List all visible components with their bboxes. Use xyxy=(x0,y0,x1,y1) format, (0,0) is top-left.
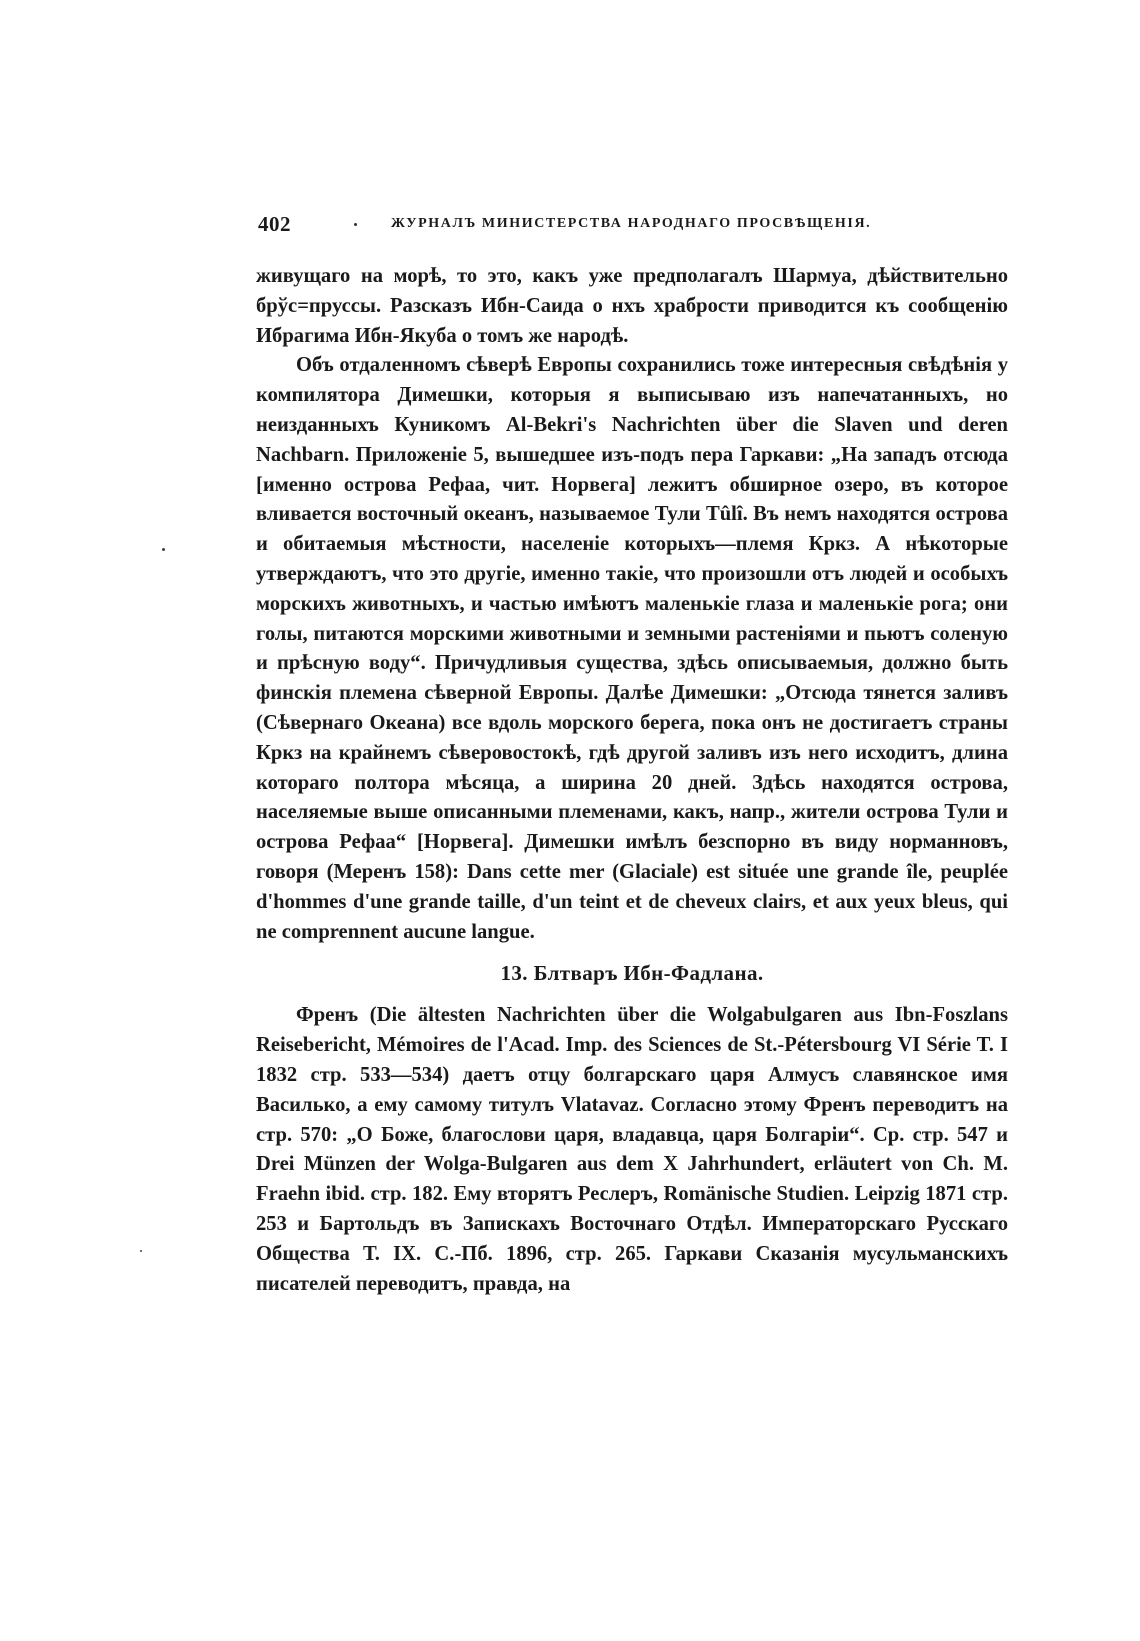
header-separator-dot xyxy=(354,223,357,226)
section-title: 13. Блтваръ Ибн-Фадлана. xyxy=(500,961,764,986)
page-header xyxy=(258,212,1010,242)
margin-speck xyxy=(140,1250,142,1252)
running-head: ЖУРНАЛЪ МИНИСТЕРСТВА НАРОДНАГО ПРОСВѢЩЕНІЯ. xyxy=(391,216,872,231)
paragraph-continuation: живущаго на морѣ, то это, какъ уже предполагалъ Шармуа, дѣйствительно брўс=пруссы. Разсказъ Ибн-Саида о нхъ храбрости приводится къ сообщенію Ибрагима Ибн-Якуба о томъ же народѣ. xyxy=(256,265,1008,347)
margin-speck xyxy=(162,548,165,551)
page-body xyxy=(256,262,1008,1299)
paragraph-fraehn: Френъ (Die ältesten Nachrichten über die Wolgabulgaren aus Ibn-Foszlans Reisebericht, Mémoires de l'Acad. Imp. des Sciences de St.-Pétersbourg VI Série T. I 1832 стр. 533—534) даетъ отцу болгарскаго царя Алмусъ славянское имя Василько, а ему самому титулъ Vlatavaz. Согласно этому Френъ переводитъ на стр. 570: „О Боже, благослови царя, владавца, царя Болгаріи“. Ср. стр. 547 и Drei Münzen der Wolga-Bulgaren aus dem X Jahrhundert, erläutert von Ch. M. Fraehn ibid. стр. 182. Ему вторятъ Реслеръ, Romänische Studien. Leipzig 1871 стр. 253 и Бартольдъ въ Запискахъ Восточнаго Отдѣл. Императорскаго Русскаго Общества Т. IX. С.-Пб. 1896, стр. 265. Гаркави Сказанія мусульманскихъ писателей переводитъ, правда, на xyxy=(256,1004,1008,1295)
page-number: 402 xyxy=(258,212,291,236)
paragraph-dimeshki: Объ отдаленномъ сѣверѣ Европы сохранились тоже интересныя свѣдѣнія у компилятора Димешки, которыя я выписываю изъ напечатанныхъ, но неизданныхъ Куникомъ Al-Bekri's Nachrichten über die Slaven und deren Nachbarn. Приложеніе 5, вышедшее изъ-подъ пера Гаркави: „На западъ отсюда [именно острова Рефаа, чит. Норвега] лежитъ обширное озеро, въ которое вливается восточный океанъ, называемое Тули Tûlî. Въ немъ находятся острова и обитаемыя мѣстности, населеніе которыхъ—племя Кркз. А нѣкоторые утверждаютъ, что это другіе, именно такіе, что произошли отъ людей и особыхъ морскихъ животныхъ, и частью имѣютъ маленькіе глаза и маленькіе рога; они голы, питаются морскими животными и земными растеніями и пьютъ соленую и прѣсную воду“. Причудливыя существа, здѣсь описываемыя, должно быть финскія племена сѣверной Европы. Далѣе Димешки: „Отсюда тянется заливъ (Сѣвернаго Океана) все вдоль морского берега, пока онъ не достигаетъ страны Кркз на крайнемъ сѣверовостокѣ, гдѣ другой заливъ изъ него исходитъ, длина котораго полтора мѣсяца, а ширина 20 дней. Здѣсь находятся острова, населяемые выше описанными племенами, какъ, напр., жители острова Тули и острова Рефаа“ [Норвега]. Димешки имѣлъ безспорно въ виду норманновъ, говоря (Меренъ 158): Dans cette mer (Glaciale) est située une grande île, peuplée d'hommes d'une grande taille, d'un teint et de cheveux clairs, et aux yeux bleus, qui ne comprennent aucune langue. xyxy=(256,354,1008,943)
